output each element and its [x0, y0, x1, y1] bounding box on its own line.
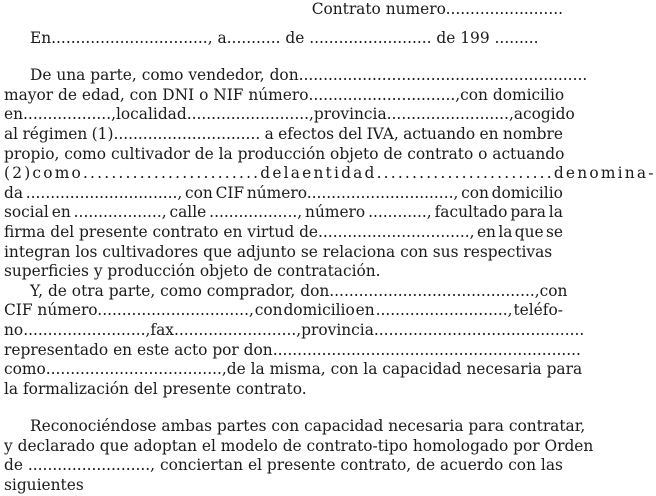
agreement-line-3: de ........................., conciertan el presente contrato, de acuerdo con las [4, 456, 563, 475]
seller-line-11: superficies y producción objeto de contratación. [4, 262, 381, 281]
date-place-line [4, 29, 563, 49]
agreement-line-1: Reconociéndose ambas partes con capacidad necesaria para contratar, [30, 417, 586, 436]
seller-line-7: da ..............................., con CIF número.............................., con domicilio [4, 183, 563, 202]
seller-line-2: mayor de edad, con DNI o NIF número .............................., con domicilio [4, 85, 565, 104]
seller-line-8: social en .................., calle .................., número ............, facultado para la [4, 203, 563, 222]
buyer-line-6: la formalización del presente contrato. [4, 379, 307, 398]
buyer-paragraph [4, 281, 585, 400]
buyer-line-1: Y, de otra parte, como comprador, don .........................................., con [30, 281, 568, 300]
contract-page [4, 0, 656, 496]
seller-line-5: propio, como cultivador de la producción objeto de contrato o actuando [4, 144, 565, 163]
contract-number-line: Contrato numero........................ [311, 0, 563, 18]
buyer-line-2: CIF número..............................., con domicilio en ..........................., teléfo- [4, 301, 563, 320]
agreement-paragraph [4, 417, 594, 495]
buyer-line-5: como ...................................., de la misma, con la capacidad necesaria para [4, 360, 583, 379]
contract-number-header [4, 0, 563, 20]
seller-line-9: firma del presente contrato en virtud de..............................., en la que se [4, 222, 563, 241]
seller-line-4: al régimen (1).............................. a efectos del IVA, actuando en nombre [4, 124, 563, 143]
seller-line-1: De una parte, como vendedor, don ........................................................... [30, 66, 588, 85]
agreement-line-4: siguientes [4, 476, 84, 495]
seller-line-6: (2) como ......................... de la entidad ......................... denomina- [4, 164, 656, 183]
buyer-line-4: representado en este acto por don ............................................................... [4, 340, 581, 359]
date-place-text: En................................, a........... de ......................... de 199 ......... [30, 28, 539, 47]
seller-line-3: en .................., localidad........................., provincia ........................., acogido [4, 105, 575, 124]
seller-paragraph [4, 66, 656, 282]
seller-line-10: integran los cultivadores que adjunto se relaciona con sus respectivas [4, 242, 553, 261]
agreement-line-2: y declarado que adoptan el modelo de contrato-tipo homologado por Orden [4, 436, 594, 455]
buyer-line-3: no ........................., fax ........................., provincia ........................................... [4, 320, 585, 339]
